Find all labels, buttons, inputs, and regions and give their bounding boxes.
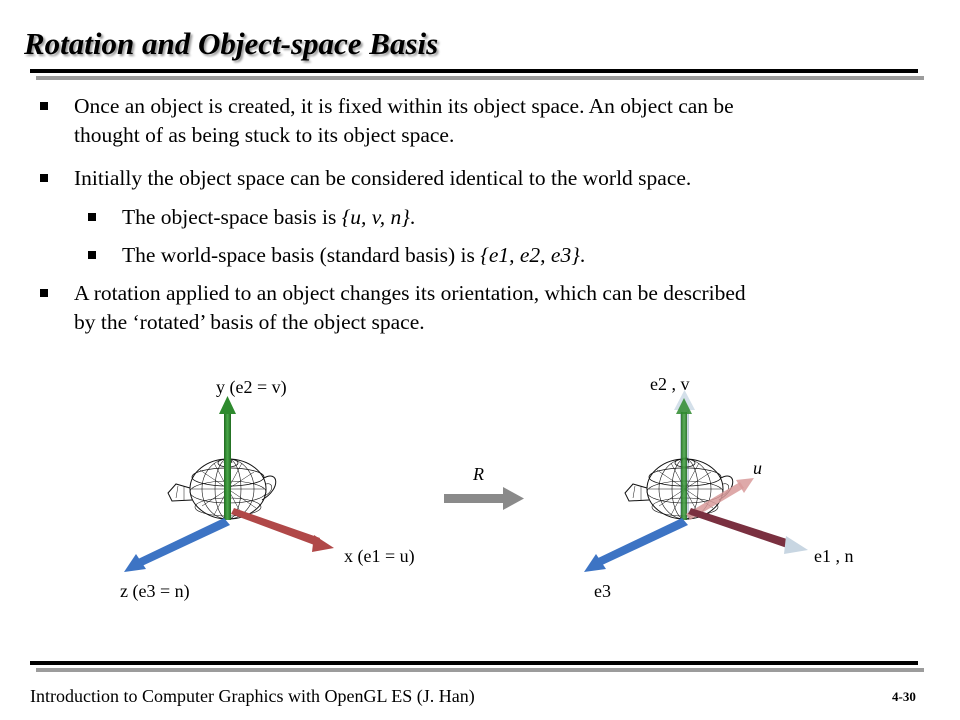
x-axis-arrow [231, 508, 334, 552]
sub-bullet-text-end: . [579, 243, 586, 267]
bullet-text-line: by the ‘rotated’ basis of the object space. [74, 310, 425, 334]
right-axes [584, 390, 808, 572]
y-axis-label: y (e2 = v) [216, 377, 287, 397]
e2-v-label: e2 , v [650, 374, 690, 394]
sub-bullet-text-end: . [409, 205, 416, 229]
e1-axis-arrow [688, 508, 808, 554]
teapot-wireframe-left [168, 458, 276, 519]
z-axis-arrow [124, 518, 230, 572]
rotation-arrow [444, 487, 524, 510]
teapot-wireframe-right [625, 458, 733, 519]
e3-label: e3 [594, 581, 611, 601]
footer-course-title: Introduction to Computer Graphics with OpenGL ES (J. Han) [30, 686, 475, 706]
math-basis: {e1, e2, e3} [480, 243, 580, 267]
math-basis: {u, v, n} [341, 205, 410, 229]
footer-rule [30, 661, 918, 665]
bullet-text-line: Initially the object space can be considered identical to the world space. [74, 166, 692, 190]
z-axis-label: z (e3 = n) [120, 581, 190, 601]
bullet-text-line: A rotation applied to an object changes its orientation, which can be described [74, 281, 746, 305]
sub-bullet-text: The world-space basis (standard basis) is [122, 243, 481, 267]
footer-rule-shadow [36, 668, 924, 672]
sub-bullet-text: The object-space basis is [122, 205, 342, 229]
bullet-text-line: thought of as being stuck to its object space. [74, 123, 455, 147]
slide-title: Rotation and Object-space Basis [24, 26, 439, 61]
x-axis-label: x (e1 = u) [344, 546, 415, 566]
u-label: u [753, 458, 762, 478]
bullet-text-line: Once an object is created, it is fixed within its object space. An object can be [74, 94, 734, 118]
left-axes [124, 396, 334, 572]
page-number: 4-30 [892, 689, 916, 704]
e3-axis-arrow [584, 518, 688, 572]
rotation-label: R [473, 464, 484, 484]
e1-n-label: e1 , n [814, 546, 854, 566]
